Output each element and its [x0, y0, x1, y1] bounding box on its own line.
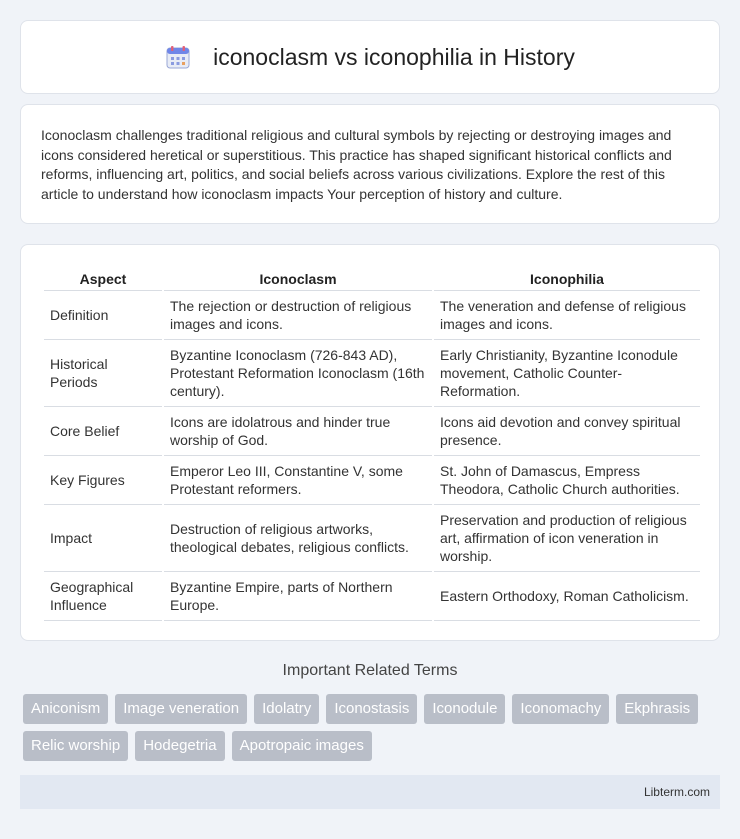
- header-card: [20, 20, 720, 94]
- tag-iconostasis[interactable]: Iconostasis: [326, 694, 417, 724]
- table-cell-aspect: Impact: [44, 505, 162, 572]
- column-header-aspect: Aspect: [44, 265, 162, 291]
- intro-card: [20, 104, 720, 224]
- column-header-iconoclasm: Iconoclasm: [164, 265, 432, 291]
- table-row: [44, 572, 700, 621]
- related-terms-tags: [23, 694, 723, 761]
- table-cell-iconophilia: Early Christianity, Byzantine Iconodule movement, Catholic Counter-Reformation.: [434, 340, 700, 407]
- table-row: [44, 407, 700, 456]
- calendar-icon: [165, 44, 191, 70]
- table-cell-aspect: Key Figures: [44, 456, 162, 505]
- table-cell-iconophilia: Eastern Orthodoxy, Roman Catholicism.: [434, 572, 700, 621]
- tag-idolatry[interactable]: Idolatry: [254, 694, 319, 724]
- column-header-iconophilia: Iconophilia: [434, 265, 700, 291]
- tag-hodegetria[interactable]: Hodegetria: [135, 731, 224, 761]
- tag-iconodule[interactable]: Iconodule: [424, 694, 505, 724]
- table-cell-iconophilia: The veneration and defense of religious images and icons.: [434, 291, 700, 340]
- footer-site-link[interactable]: Libterm.com: [643, 785, 710, 799]
- table-row: [44, 291, 700, 340]
- table-cell-iconoclasm: Destruction of religious artworks, theological debates, religious conflicts.: [164, 505, 432, 572]
- intro-text: Iconoclasm challenges traditional religious and cultural symbols by rejecting or destroying images and icons considered heretical or superstitious. This practice has shaped significant historical conflicts and reforms, influencing art, politics, and social beliefs across various civilizations. Explore the rest of this article to understand how iconoclasm impacts Your perception of history and culture.: [41, 127, 672, 202]
- table-header-row: [44, 265, 700, 291]
- table-cell-iconoclasm: The rejection or destruction of religious images and icons.: [164, 291, 432, 340]
- table-cell-aspect: Core Belief: [44, 407, 162, 456]
- table-cell-iconoclasm: Emperor Leo III, Constantine V, some Protestant reformers.: [164, 456, 432, 505]
- table-cell-iconophilia: Preservation and production of religious art, affirmation of icon veneration in worship.: [434, 505, 700, 572]
- table-cell-iconoclasm: Byzantine Empire, parts of Northern Europe.: [164, 572, 432, 621]
- tag-apotropaic-images[interactable]: Apotropaic images: [232, 731, 372, 761]
- comparison-table-card: [20, 244, 720, 641]
- table-cell-aspect: Historical Periods: [44, 340, 162, 407]
- page-title: iconoclasm vs iconophilia in History: [213, 43, 575, 70]
- tag-relic-worship[interactable]: Relic worship: [23, 731, 128, 761]
- table-cell-iconoclasm: Icons are idolatrous and hinder true worship of God.: [164, 407, 432, 456]
- table-cell-aspect: Geographical Influence: [44, 572, 162, 621]
- table-row: [44, 340, 700, 407]
- table-row: [44, 456, 700, 505]
- related-terms-title: Important Related Terms: [282, 662, 458, 679]
- footer: [20, 775, 720, 809]
- table-cell-iconoclasm: Byzantine Iconoclasm (726-843 AD), Protestant Reformation Iconoclasm (16th century).: [164, 340, 432, 407]
- tag-image-veneration[interactable]: Image veneration: [115, 694, 247, 724]
- table-cell-iconophilia: St. John of Damascus, Empress Theodora, Catholic Church authorities.: [434, 456, 700, 505]
- table-cell-iconophilia: Icons aid devotion and convey spiritual presence.: [434, 407, 700, 456]
- tag-aniconism[interactable]: Aniconism: [23, 694, 108, 724]
- table-row: [44, 505, 700, 572]
- tag-ekphrasis[interactable]: Ekphrasis: [616, 694, 698, 724]
- tag-iconomachy[interactable]: Iconomachy: [512, 694, 609, 724]
- table-cell-aspect: Definition: [44, 291, 162, 340]
- title-wrap: [165, 44, 575, 71]
- comparison-table: [42, 265, 702, 621]
